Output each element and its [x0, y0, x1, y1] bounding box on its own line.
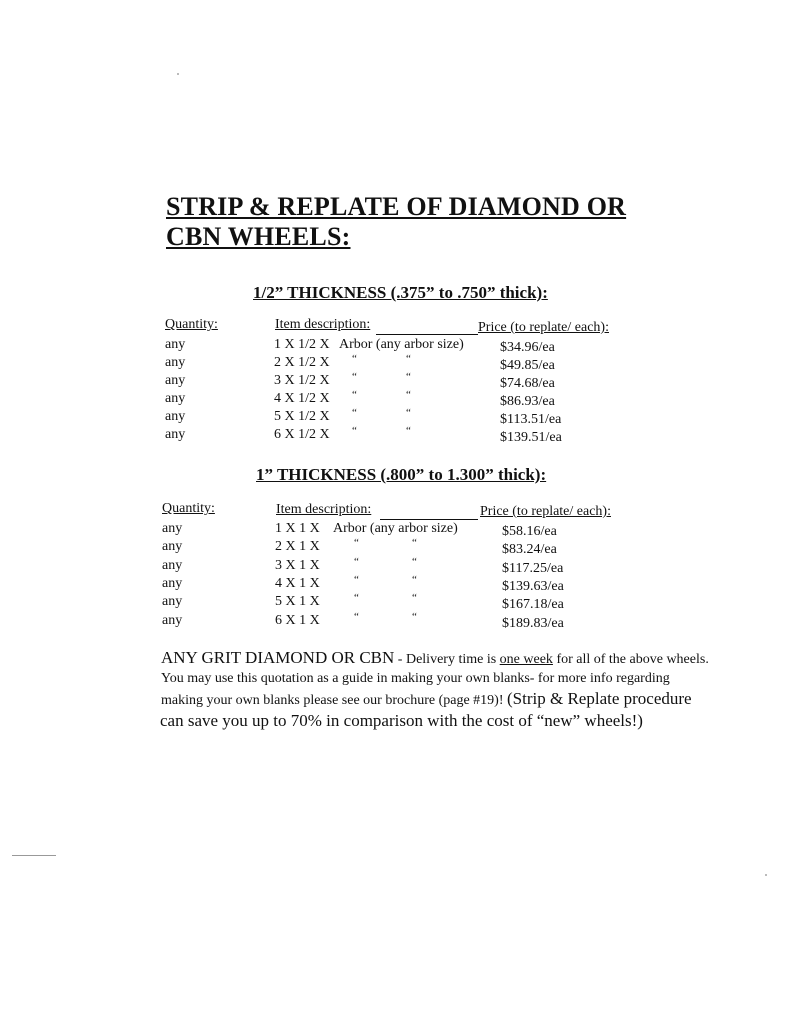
cell-q1: “: [352, 371, 357, 383]
column-header-item: Item description:: [275, 317, 371, 332]
footer-delivery-week: one week: [499, 652, 553, 667]
cell-qty: any: [165, 337, 186, 352]
cell-size: 1 X 1 X: [275, 521, 320, 536]
scan-speck: [177, 73, 179, 75]
cell-q1: “: [352, 389, 357, 401]
cell-size: 3 X 1 X: [275, 557, 320, 573]
cell-size: 4 X 1/2 X: [274, 391, 330, 406]
footer-lead: ANY GRIT DIAMOND OR CBN: [161, 648, 395, 667]
section-heading-one-inch: 1” THICKNESS (.800” to 1.300” thick):: [256, 465, 547, 484]
cell-price: $113.51/ea: [500, 412, 562, 427]
cell-q1: “: [352, 353, 357, 365]
cell-price: $49.85/ea: [500, 358, 555, 373]
cell-q1: “: [352, 425, 357, 437]
column-header-quantity: Quantity:: [162, 501, 215, 516]
scan-speck: [765, 874, 767, 876]
column-header-quantity: Quantity:: [165, 317, 218, 332]
page-title-line2: CBN WHEELS:: [166, 222, 351, 251]
cell-size: 1 X 1/2 X: [274, 337, 330, 352]
column-header-price: Price (to replate/ each):: [480, 504, 611, 519]
cell-qty: any: [162, 521, 183, 536]
cell-q2: “: [406, 389, 411, 401]
section-heading-half-inch: 1/2” THICKNESS (.375” to .750” thick):: [253, 283, 548, 302]
cell-qty: any: [162, 539, 183, 555]
cell-desc: Arbor (any arbor size): [333, 521, 458, 536]
cell-price: $117.25/ea: [502, 560, 564, 576]
footer-line3-big: (Strip & Replate procedure: [507, 689, 692, 708]
page-title-line1: STRIP & REPLATE OF DIAMOND OR: [166, 192, 627, 221]
cell-price: $167.18/ea: [502, 597, 564, 613]
cell-price: $74.68/ea: [500, 376, 555, 391]
cell-qty: any: [165, 427, 186, 442]
cell-qty: any: [165, 355, 186, 370]
cell-q1: “: [354, 592, 359, 605]
cell-price: $58.16/ea: [502, 524, 557, 539]
cell-price: $34.96/ea: [500, 340, 555, 355]
cell-qty: any: [162, 557, 183, 573]
footer-line-3: [161, 689, 692, 711]
column-header-price: Price (to replate/ each):: [478, 320, 609, 335]
cell-q2: “: [406, 425, 411, 437]
cell-price: $83.24/ea: [502, 542, 557, 558]
cell-q2: “: [412, 555, 417, 568]
cell-q2: “: [412, 610, 417, 623]
scan-mark: [12, 855, 56, 856]
cell-q2: “: [406, 371, 411, 383]
cell-size: 6 X 1/2 X: [274, 427, 330, 442]
cell-q2: “: [412, 573, 417, 586]
cell-q2: “: [412, 537, 417, 550]
cell-qty: any: [162, 594, 183, 610]
cell-q1: “: [354, 610, 359, 623]
cell-price: $139.51/ea: [500, 430, 562, 445]
cell-q1: “: [354, 537, 359, 550]
footer-line-2: You may use this quotation as a guide in making your own blanks- for more info regarding: [161, 671, 670, 686]
column-header-item: Item description:: [276, 502, 372, 517]
footer-delivery-pre: - Delivery time is: [394, 652, 500, 667]
cell-price: $189.83/ea: [502, 615, 564, 631]
cell-q2: “: [406, 407, 411, 419]
cell-q1: “: [354, 573, 359, 586]
cell-q1: “: [352, 407, 357, 419]
footer-line-1: [161, 648, 709, 670]
column-header-rule: [380, 519, 478, 520]
cell-size: 5 X 1/2 X: [274, 409, 330, 424]
cell-qty: any: [162, 575, 183, 591]
cell-q2: “: [406, 353, 411, 365]
cell-size: 2 X 1/2 X: [274, 355, 330, 370]
cell-qty: any: [165, 373, 186, 388]
cell-desc: Arbor (any arbor size): [339, 337, 464, 352]
cell-size: 2 X 1 X: [275, 539, 320, 555]
footer-delivery-post: for all of the above wheels.: [552, 652, 709, 667]
footer-line-4: can save you up to 70% in comparison with the cost of “new” wheels!): [160, 711, 643, 730]
cell-size: 5 X 1 X: [275, 594, 320, 610]
cell-size: 3 X 1/2 X: [274, 373, 330, 388]
cell-q1: “: [354, 555, 359, 568]
cell-size: 6 X 1 X: [275, 612, 320, 628]
cell-size: 4 X 1 X: [275, 575, 320, 591]
cell-price: $86.93/ea: [500, 394, 555, 409]
cell-qty: any: [162, 612, 183, 628]
cell-qty: any: [165, 409, 186, 424]
footer-line3-small: making your own blanks please see our brochure (page #19)!: [161, 693, 508, 708]
cell-q2: “: [412, 592, 417, 605]
column-header-rule: [376, 334, 478, 335]
cell-price: $139.63/ea: [502, 578, 564, 594]
cell-qty: any: [165, 391, 186, 406]
